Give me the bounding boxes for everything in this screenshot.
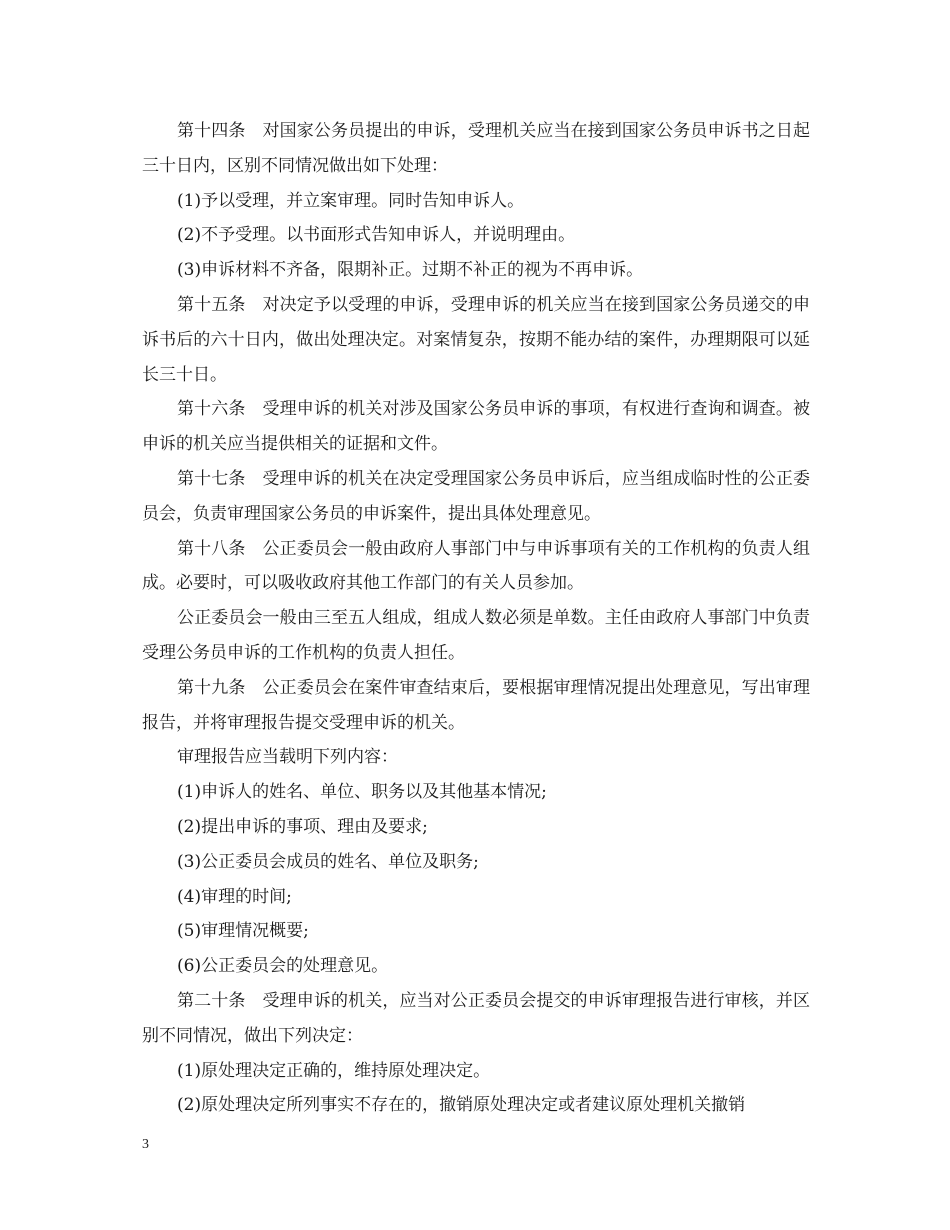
- list-item: (3)公正委员会成员的姓名、单位及职务;: [177, 851, 479, 872]
- document-body: [142, 114, 810, 1123]
- list-item: (1)申诉人的姓名、单位、职务以及其他基本情况;: [177, 782, 547, 803]
- paragraph: 第十四条 对国家公务员提出的申诉，受理机关应当在接到国家公务员申诉书之日起三十日内，区别不同情况做出如下处理：: [142, 121, 810, 176]
- list-item: (6)公正委员会的处理意见。: [177, 956, 389, 977]
- list-item: (2)提出申诉的事项、理由及要求;: [177, 816, 428, 837]
- paragraph: 审理报告应当载明下列内容：: [177, 747, 398, 768]
- paragraph: 第二十条 受理申诉的机关，应当对公正委员会提交的申诉审理报告进行审核，并区别不同情况，做出下列决定：: [142, 990, 810, 1046]
- page-number: 3: [142, 1137, 149, 1152]
- list-item: (3)申诉材料不齐备，限期补正。过期不补正的视为不再申诉。: [177, 260, 644, 281]
- paragraph: 第十七条 受理申诉的机关在决定受理国家公务员申诉后，应当组成临时性的公正委员会，负责审理国家公务员的申诉案件，提出具体处理意见。: [142, 468, 810, 524]
- list-item: (2)原处理决定所列事实不存在的，撤销原处理决定或者建议原处理机关撤销: [177, 1095, 746, 1116]
- paragraph: 第十九条 公正委员会在案件审查结束后，要根据审理情况提出处理意见，写出审理报告，并将审理报告提交受理申诉的机关。: [142, 677, 810, 733]
- list-item: (5)审理情况概要;: [177, 921, 309, 942]
- paragraph: 第十五条 对决定予以受理的申诉，受理申诉的机关应当在接到国家公务员递交的申诉书后的六十日内，做出处理决定。对案情复杂，按期不能办结的案件，办理期限可以延长三十日。: [142, 294, 810, 385]
- list-item: (4)审理的时间;: [177, 886, 292, 907]
- paragraph: 公正委员会一般由三至五人组成，组成人数必须是单数。主任由政府人事部门中负责受理公务员申诉的工作机构的负责人担任。: [142, 608, 810, 663]
- paragraph: 第十八条 公正委员会一般由政府人事部门中与申诉事项有关的工作机构的负责人组成。必要时，可以吸收政府其他工作部门的有关人员参加。: [142, 538, 810, 594]
- list-item: (1)予以受理，并立案审理。同时告知申诉人。: [177, 190, 525, 211]
- list-item: (1)原处理决定正确的，维持原处理决定。: [177, 1060, 491, 1081]
- paragraph: 第十六条 受理申诉的机关对涉及国家公务员申诉的事项，有权进行查询和调查。被申诉的机关应当提供相关的证据和文件。: [142, 399, 810, 455]
- list-item: (2)不予受理。以书面形式告知申诉人，并说明理由。: [177, 225, 576, 246]
